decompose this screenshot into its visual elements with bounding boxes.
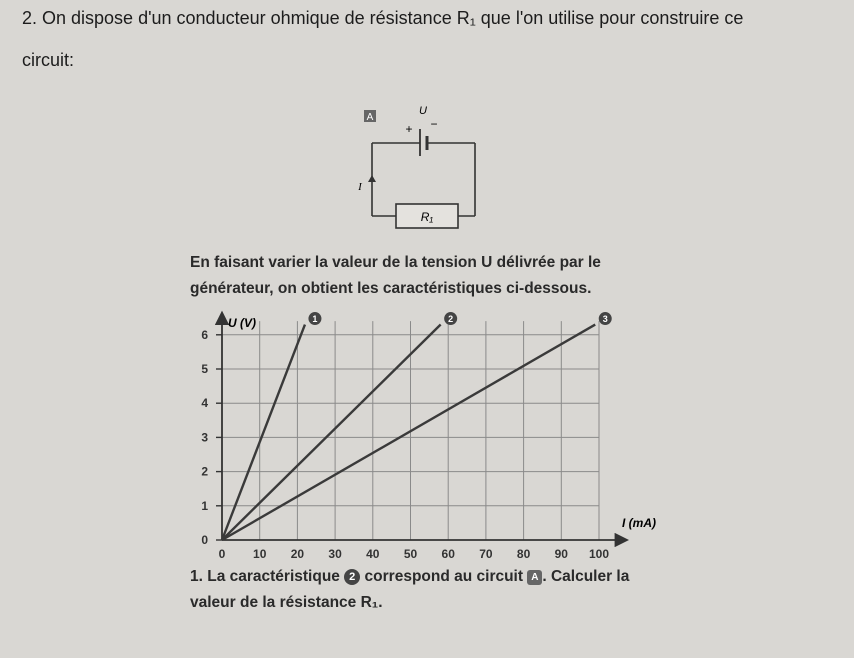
series-2-badge-inline: 2 xyxy=(344,569,360,585)
resistor-label: R₁ xyxy=(420,210,434,224)
characteristic-chart xyxy=(150,296,690,566)
x-tick-label: 20 xyxy=(290,547,305,561)
x-tick-label: 80 xyxy=(516,547,531,561)
y-tick-label: 5 xyxy=(201,362,208,376)
x-tick-label: 90 xyxy=(554,547,568,561)
intro-line-2: générateur, on obtient les caractéristiques ci-dessous. xyxy=(190,280,592,297)
task-line-2: valeur de la résistance R₁. xyxy=(190,594,383,611)
question-line-2: circuit: xyxy=(22,50,75,70)
x-tick-label: 0 xyxy=(218,547,226,561)
x-tick-label: 10 xyxy=(253,547,267,561)
voltage-label: U xyxy=(419,105,427,117)
x-tick-label: 100 xyxy=(588,547,610,561)
task-line-1 xyxy=(190,568,629,586)
y-tick-label: 1 xyxy=(201,498,208,513)
y-axis-label: U (V) xyxy=(228,316,256,330)
circuit-a-badge-inline: A xyxy=(527,570,542,585)
x-tick-label: 50 xyxy=(403,547,418,561)
minus-sign: − xyxy=(430,117,438,131)
series-badge-2: 2 xyxy=(448,314,454,325)
intro-line-1: En faisant varier la valeur de la tension U délivrée par le xyxy=(190,254,601,271)
task-text-b: correspond au circuit xyxy=(364,568,524,585)
x-axis-label: I (mA) xyxy=(622,516,656,530)
chart-series-badges xyxy=(308,312,611,325)
x-tick-label: 60 xyxy=(441,547,455,561)
circuit-diagram xyxy=(330,96,500,236)
chart-ticks xyxy=(201,328,609,561)
question-line-1: 2. On dispose d'un conducteur ohmique de résistance R₁ que l'on utilise pour construire ce xyxy=(22,8,744,28)
y-tick-label: 3 xyxy=(201,430,208,445)
chart-series xyxy=(222,325,595,540)
y-tick-label: 6 xyxy=(201,327,208,342)
task-text-a: 1. La caractéristique xyxy=(190,568,340,585)
current-label: I xyxy=(358,181,362,193)
y-tick-label: 2 xyxy=(201,464,208,479)
series-badge-3: 3 xyxy=(602,314,608,325)
x-tick-label: 30 xyxy=(328,547,342,561)
x-tick-label: 40 xyxy=(366,547,380,561)
y-tick-label: 4 xyxy=(201,396,208,411)
current-arrow-icon xyxy=(368,175,376,182)
series-line-1 xyxy=(222,325,305,540)
circuit-badge: A xyxy=(366,112,374,123)
y-tick-label: 0 xyxy=(201,533,208,547)
x-tick-label: 70 xyxy=(479,547,493,561)
task-text-c: . Calculer la xyxy=(542,568,630,585)
series-badge-1: 1 xyxy=(312,314,318,325)
plus-sign: + xyxy=(405,122,413,136)
